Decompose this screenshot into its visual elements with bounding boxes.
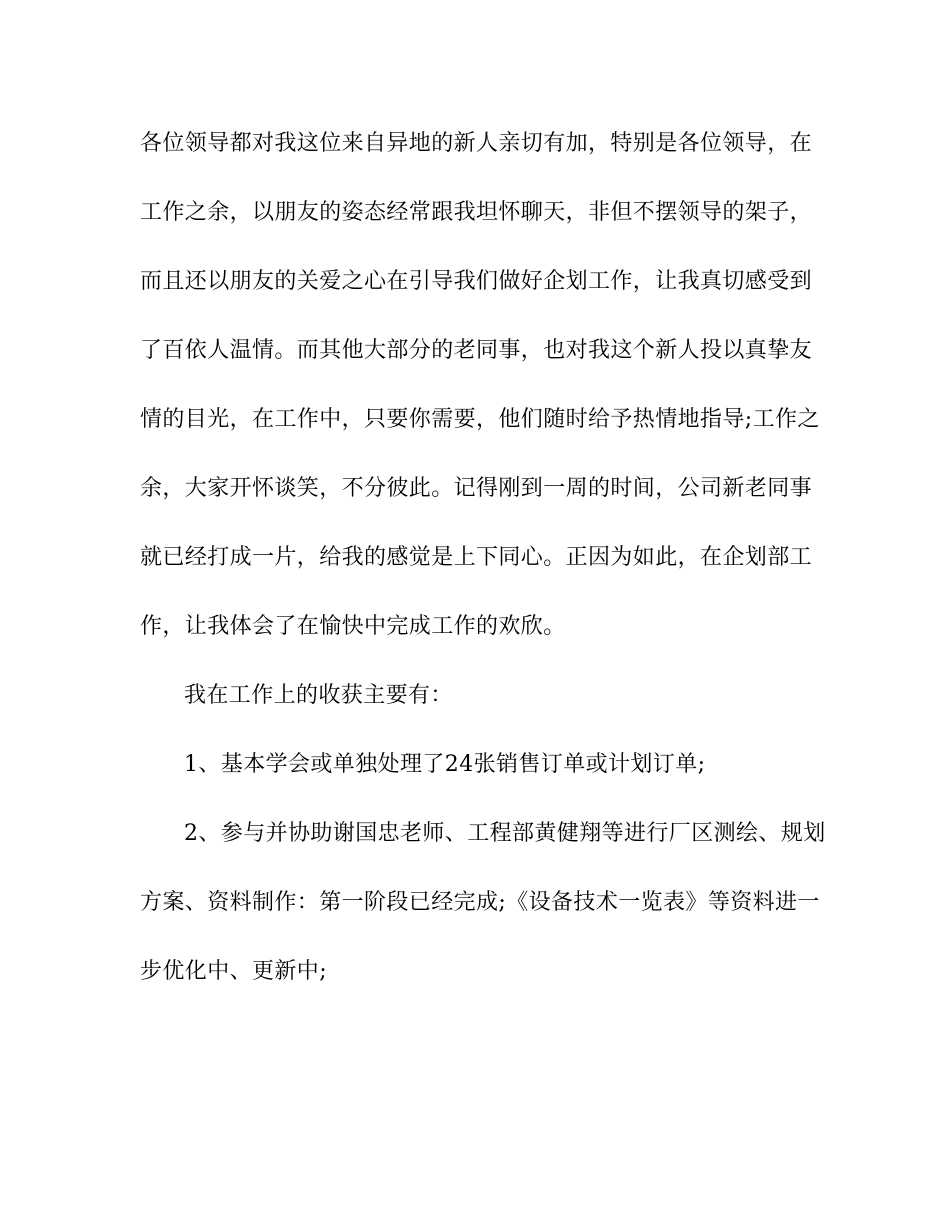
paragraph-1-line-7: 就已经打成一片，给我的感觉是上下同心。正因为如此，在企划部工 [140, 545, 813, 570]
list-item-1: 1、基本学会或单独处理了24张销售订单或计划订单; [184, 752, 706, 777]
paragraph-2: 我在工作上的收获主要有： [184, 683, 453, 708]
list-item-2-line-2: 方案、资料制作：第一阶段已经完成;《设备技术一览表》等资料进一 [140, 890, 820, 915]
paragraph-1-line-1: 各位领导都对我这位来自异地的新人亲切有加，特别是各位领导，在 [140, 131, 813, 156]
paragraph-1-line-4: 了百依人温情。而其他大部分的老同事，也对我这个新人投以真挚友 [140, 338, 813, 363]
paragraph-1-line-5: 情的目光，在工作中，只要你需要，他们随时给予热情地指导;工作之 [140, 407, 820, 432]
paragraph-1-line-2: 工作之余，以朋友的姿态经常跟我坦怀聊天，非但不摆领导的架子， [140, 200, 813, 225]
paragraph-1-line-8: 作，让我体会了在愉快中完成工作的欢欣。 [140, 614, 566, 639]
paragraph-1-line-3: 而且还以朋友的关爱之心在引导我们做好企划工作，让我真切感受到 [140, 269, 813, 294]
list-item-2-line-1: 2、参与并协助谢国忠老师、工程部黄健翔等进行厂区测绘、规划 [184, 821, 826, 846]
list-item-2-line-3: 步优化中、更新中; [140, 959, 328, 984]
paragraph-1-line-6: 余，大家开怀谈笑，不分彼此。记得刚到一周的时间，公司新老同事 [140, 476, 813, 501]
